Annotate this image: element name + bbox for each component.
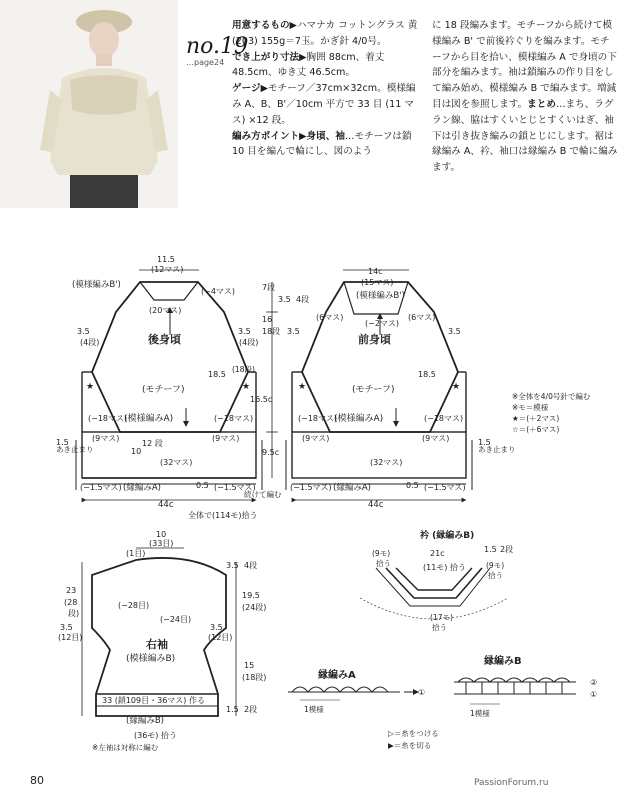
sleeve-minus24: (−24目) [160, 615, 192, 624]
legend-attach: ▷＝糸をつける [388, 729, 439, 738]
front-minus18-right: (−18マス) [424, 414, 464, 423]
edge-b-circle-1: ② [590, 678, 598, 687]
slit-left-15: 1.5 [56, 438, 69, 447]
front-nine-left: (9マス) [302, 434, 330, 443]
sleeve-minus28: (−28目) [118, 601, 150, 610]
sleeve-right-15: 15 [244, 661, 255, 670]
back-star-left: ★ [86, 382, 95, 392]
back-width: 44c [158, 500, 174, 510]
front-minus15-right: (−1.5マス) [424, 483, 466, 492]
back-minus15-left: (−1.5マス) [80, 483, 122, 492]
collar-nine-right-pick: 拾う [488, 571, 503, 580]
back-top-stitches: (12マス) [151, 265, 184, 274]
gauge-heading: ゲージ▶ [232, 83, 268, 95]
dim-7-rows: 7段 [262, 283, 276, 292]
project-number: no.19 [186, 34, 249, 59]
collar-nine-left-pick: 拾う [376, 559, 391, 568]
front-thirtytwo: (32マス) [370, 458, 403, 467]
front-motif: (モチーフ) [352, 385, 395, 395]
back-motif: (モチーフ) [142, 385, 185, 395]
front-nine-right: (9マス) [422, 434, 450, 443]
points-text-start: …モチーフは鎖 10 目を編んで輪にし、図のよう [232, 130, 412, 158]
dim-165: 16.5c [250, 395, 273, 404]
materials-heading: 用意するもの▶ [232, 20, 297, 31]
page-reference: …page24 [186, 58, 225, 67]
back-side-right-rows: (4段) [239, 338, 259, 347]
pick-whole: 全体で(114モ)拾う [188, 511, 258, 520]
front-b-prime: (模様編みB') [356, 291, 405, 301]
edge-b-circle-2: ① [590, 690, 598, 699]
front-minus18-left: (−18マス) [298, 414, 338, 423]
back-side-left: 3.5 [77, 327, 90, 336]
edge-a-title: 縁編みA [318, 670, 356, 681]
sleeve-right-top: 3.5 [226, 561, 239, 570]
back-edge-a: (縁編みA) [123, 483, 161, 493]
back-minus4: (−4マス) [201, 287, 236, 296]
sleeve-diagram [82, 548, 236, 716]
finish-heading: まとめ [527, 98, 556, 110]
front-star-right: ★ [452, 382, 461, 392]
dim-05: 0.5 [196, 481, 209, 490]
collar-seventeen: (17モ) [430, 613, 453, 622]
collar-width: 21c [430, 549, 445, 558]
points-text-cont: に 18 段編みます。モチーフから続けて模様編み B' で前後衿ぐりを編みます。モチーフから目を拾い、模様編み A で身頃の下部分を編みます。袖は鎖編みの作り目をして編み始め、模様編み B で編みます。増減目は図を参照します。 [432, 20, 617, 110]
dim-16: 16 [262, 315, 273, 324]
note-join: 続けて編む [244, 490, 282, 499]
back-side-right: 3.5 [238, 327, 251, 336]
gauge-text: モチーフ／37cm×32cm。模様編み A、B、B'／10cm 平方で 33 目 (11 マス) ×12 段。 [232, 83, 416, 126]
front-top-stitches: (15マス) [361, 278, 394, 287]
back-minus15-right: (−1.5マス) [214, 483, 256, 492]
collar-eleven: (11モ) 拾う [423, 563, 466, 572]
sleeve-pick: (36モ) 拾う [134, 731, 177, 740]
site-watermark: PassionForum.ru [474, 778, 549, 788]
front-pattern-a: (模様編みA) [334, 414, 384, 424]
front-width: 44c [368, 500, 384, 510]
sleeve-note: ※左袖は対称に編む [92, 743, 159, 752]
sleeve-r35-rows: (12目) [208, 633, 233, 642]
edge-b-chart [454, 678, 576, 704]
sleeve-top-rows: (33目) [149, 539, 174, 548]
dim-05-front: 0.5 [406, 481, 419, 490]
sleeve-right-15-rows: (18段) [242, 673, 267, 682]
front-minus2: (−2マス) [365, 319, 400, 328]
dim-18-rows: 18段 [262, 327, 281, 336]
sleeve-right-bottom-rows: 2段 [244, 705, 258, 714]
back-nine-right: (9マス) [212, 434, 240, 443]
collar-nine-right: (9モ) [486, 561, 505, 570]
back-twelve-rows: 12 段 [142, 439, 163, 448]
sleeve-title: 右袖 [146, 638, 168, 651]
back-star-right: ★ [242, 382, 251, 392]
sleeve-pattern-b: (模様編みB) [126, 654, 176, 664]
sleeve-one: (1目) [126, 549, 146, 558]
sleeve-l35: 3.5 [60, 623, 73, 632]
back-top-width: 11.5 [157, 255, 175, 264]
slit-right: あき止まり [478, 445, 516, 454]
note-needle: ※全体を4/0号針で編む [512, 392, 591, 401]
sleeve-left-h: 23 [66, 586, 77, 595]
back-side-left-rows: (4段) [80, 338, 100, 347]
edge-b-repeat: 1模様 [470, 709, 490, 718]
front-top-width: 14c [368, 267, 383, 276]
edge-a-chart [288, 687, 416, 700]
back-center-rows: (18段) [232, 365, 255, 374]
front-side-right: 3.5 [448, 327, 461, 336]
back-minus18-right: (−18マス) [214, 414, 254, 423]
edge-a-repeat: 1模様 [304, 705, 324, 714]
sleeve-left-rows: (28 [64, 598, 78, 607]
points-heading: 編み方ポイント▶身頃、袖 [232, 130, 345, 142]
dim-4-rows: 4段 [296, 295, 310, 304]
back-pattern-a: (模様編みA) [124, 414, 174, 424]
sleeve-r35: 3.5 [210, 623, 223, 632]
back-nine-left: (9マス) [92, 434, 120, 443]
front-side-left: 3.5 [287, 327, 300, 336]
sleeve-edge-b: (縁編みB) [126, 716, 164, 726]
back-thirtytwo: (32マス) [160, 458, 193, 467]
materials-text: ハマナカ コットングラス 黄 (203) 155g＝7玉。かぎ針 4/0号。 [232, 20, 418, 47]
back-twenty: (20マス) [149, 306, 182, 315]
sleeve-l35-rows: (12目) [58, 633, 83, 642]
sleeve-right-195-rows: (24段) [242, 603, 267, 612]
front-center: 18.5 [418, 370, 436, 379]
back-title: 後身頃 [148, 333, 181, 346]
collar-seventeen-pick: 拾う [432, 623, 447, 632]
size-text: 胸囲 88cm、着丈 48.5cm、ゆき丈 46.5cm。 [232, 51, 385, 79]
slit-right-15: 1.5 [478, 438, 491, 447]
page-number: 80 [30, 774, 44, 787]
legend-cut: ▶＝糸を切る [388, 741, 432, 750]
back-minus18-left: (−18マス) [88, 414, 128, 423]
sleeve-cast-on: 33 (鎖109目・36マス) 作る [102, 696, 205, 705]
front-star-left: ★ [298, 382, 307, 392]
sleeve-left-rows2: 段) [68, 609, 80, 618]
size-heading: でき上がり寸法▶ [232, 51, 307, 63]
front-title: 前身頃 [358, 333, 391, 346]
edge-b-title: 縁編みB [484, 656, 522, 667]
sleeve-right-bottom: 1.5 [226, 705, 239, 714]
collar-rows: 2段 [500, 545, 514, 554]
finish-text: …まち、ラグラン線、脇はすくいとじとすくいはぎ、袖下は引き抜き編みの鎖とじにします。裾は縁編み A、衿、袖口は縁編み B で輪に編みます。 [432, 98, 618, 174]
front-six-right: (6マス) [408, 313, 436, 322]
back-ten: 10 [131, 447, 142, 456]
back-center: 18.5 [208, 370, 226, 379]
collar-nine-left: (9モ) [372, 549, 391, 558]
note-white-star: ☆＝(＋6マス) [512, 425, 560, 434]
collar-diagram [360, 568, 508, 619]
sleeve-right-195: 19.5 [242, 591, 260, 600]
dim-95: 9.5c [262, 448, 280, 457]
front-edge-a: (縁編みA) [333, 483, 371, 493]
sleeve-top: 10 [156, 530, 167, 539]
sleeve-right-top-rows: 4段 [244, 561, 258, 570]
slit-left: あき止まり [56, 445, 94, 454]
collar-height: 1.5 [484, 545, 497, 554]
collar-title: 衿 (縁編みB) [420, 531, 475, 541]
edge-a-circle: ① [418, 688, 426, 697]
dim-35: 3.5 [278, 295, 291, 304]
front-minus15-left: (−1.5マス) [290, 483, 332, 492]
front-six-left: (6マス) [316, 313, 344, 322]
note-star: ★＝(＋2マス) [512, 414, 560, 423]
back-b-prime: (模様編みB') [72, 280, 121, 290]
note-pattern: ※モ＝模様 [512, 403, 549, 412]
